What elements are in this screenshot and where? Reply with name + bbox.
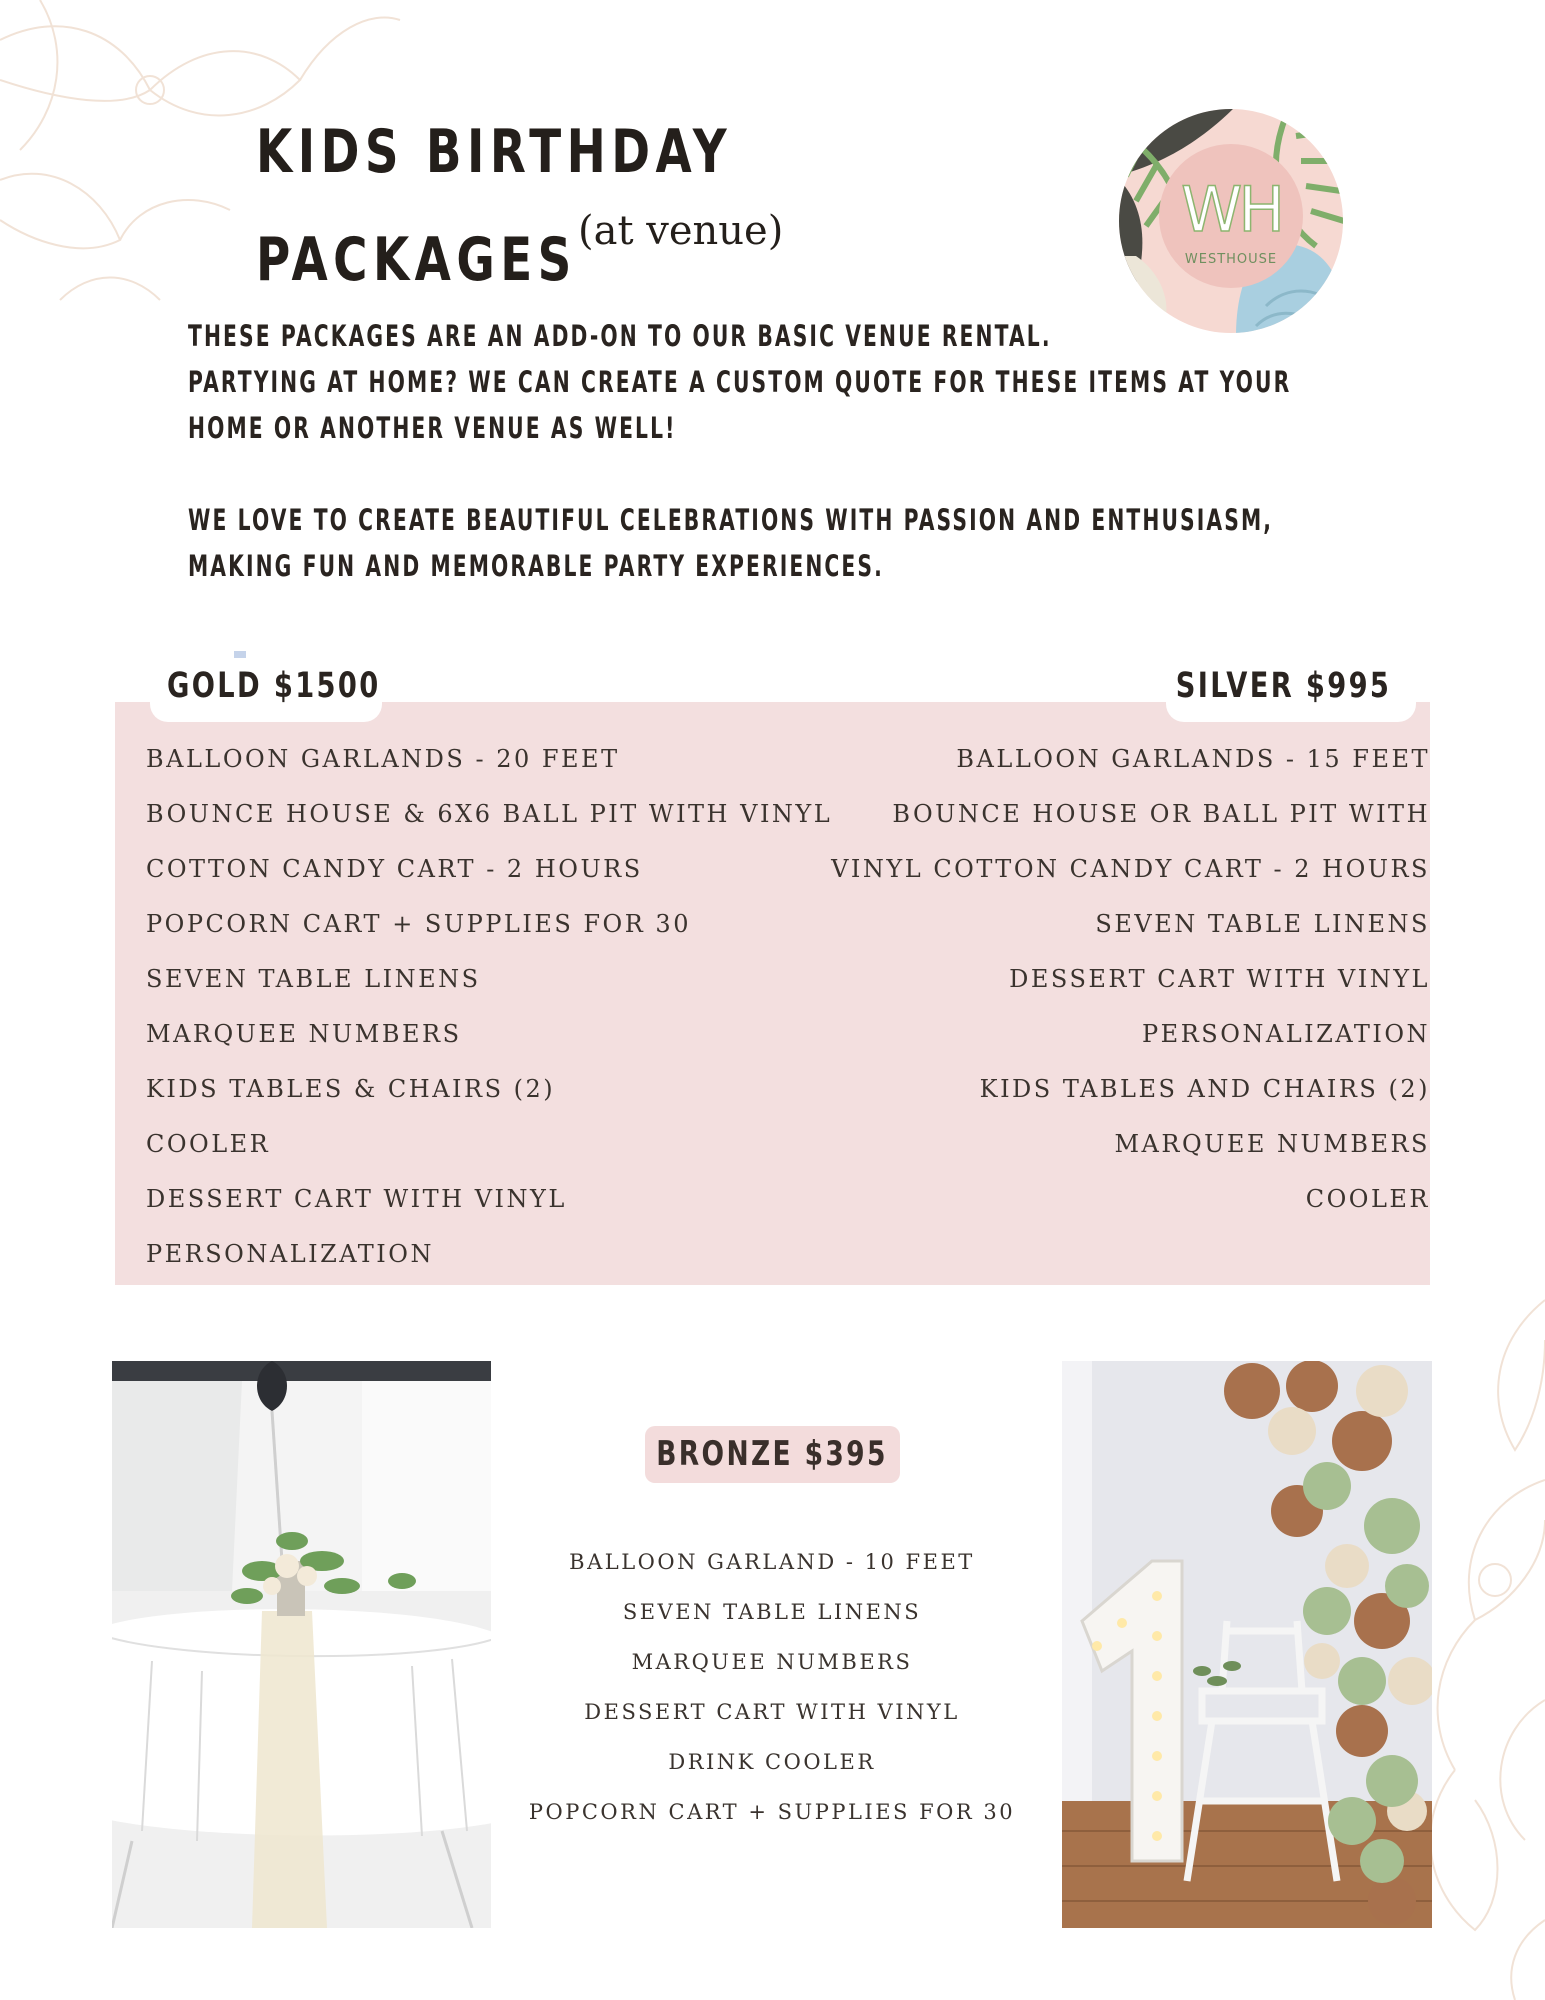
list-item: BOUNCE HOUSE OR BALL PIT WITH bbox=[892, 800, 1430, 828]
list-item: MARQUEE NUMBERS bbox=[631, 1650, 913, 1674]
gold-items-list bbox=[146, 732, 832, 1282]
list-item: MARQUEE NUMBERS bbox=[1114, 1130, 1430, 1158]
intro-line: PARTYING AT HOME? WE CAN CREATE A CUSTOM QUOTE FOR THESE ITEMS AT YOUR bbox=[188, 365, 1292, 399]
logo-wordmark: WESTHOUSE bbox=[1184, 252, 1278, 267]
list-item: POPCORN CART + SUPPLIES FOR 30 bbox=[528, 1800, 1016, 1824]
list-item: COOLER bbox=[146, 1130, 271, 1158]
list-item: DESSERT CART WITH VINYL bbox=[146, 1185, 567, 1213]
table-setting-photo bbox=[112, 1361, 491, 1928]
list-item: COOLER bbox=[1305, 1185, 1430, 1213]
marquee-balloon-photo bbox=[1062, 1361, 1432, 1928]
list-item: BALLOON GARLANDS - 20 FEET bbox=[146, 745, 620, 773]
list-item: MARQUEE NUMBERS bbox=[146, 1020, 462, 1048]
bronze-items-list bbox=[472, 1537, 1072, 1837]
list-item: BALLOON GARLANDS - 15 FEET bbox=[956, 745, 1430, 773]
intro-text bbox=[188, 313, 1292, 589]
list-item: PERSONALIZATION bbox=[1142, 1020, 1430, 1048]
list-item: PERSONALIZATION bbox=[146, 1240, 434, 1268]
list-item: BALLOON GARLAND - 10 FEET bbox=[569, 1550, 975, 1574]
silver-package-title: SILVER $995 bbox=[1175, 666, 1391, 706]
gold-package-title: GOLD $1500 bbox=[167, 666, 381, 706]
intro-line: MAKING FUN AND MEMORABLE PARTY EXPERIENCES. bbox=[188, 549, 884, 583]
list-item: SEVEN TABLE LINENS bbox=[622, 1600, 922, 1624]
westhouse-logo bbox=[1116, 106, 1346, 336]
intro-line: THESE PACKAGES ARE AN ADD-ON TO OUR BASIC VENUE RENTAL. bbox=[188, 319, 1052, 353]
list-item: DESSERT CART WITH VINYL bbox=[584, 1700, 960, 1724]
list-item: DESSERT CART WITH VINYL bbox=[1009, 965, 1430, 993]
list-item: POPCORN CART + SUPPLIES FOR 30 bbox=[146, 910, 691, 938]
intro-line: HOME OR ANOTHER VENUE AS WELL! bbox=[188, 411, 677, 445]
list-item: COTTON CANDY CART - 2 HOURS bbox=[146, 855, 643, 883]
bronze-package-title: BRONZE $395 bbox=[656, 1434, 888, 1474]
page-title bbox=[256, 98, 732, 314]
list-item: VINYL COTTON CANDY CART - 2 HOURS bbox=[831, 855, 1430, 883]
list-item: BOUNCE HOUSE & 6X6 BALL PIT WITH VINYL bbox=[146, 800, 833, 828]
title-line-1: KIDS BIRTHDAY bbox=[256, 117, 733, 187]
list-item: KIDS TABLES AND CHAIRS (2) bbox=[979, 1075, 1430, 1103]
silver-items-list bbox=[831, 732, 1430, 1227]
logo-monogram: WH bbox=[1181, 173, 1281, 246]
list-item: SEVEN TABLE LINENS bbox=[1095, 910, 1430, 938]
list-item: DRINK COOLER bbox=[668, 1750, 876, 1774]
intro-line: WE LOVE TO CREATE BEAUTIFUL CELEBRATIONS WITH PASSION AND ENTHUSIASM, bbox=[188, 503, 1274, 537]
list-item: KIDS TABLES & CHAIRS (2) bbox=[146, 1075, 556, 1103]
title-subtitle: (at venue) bbox=[578, 208, 784, 254]
list-item: SEVEN TABLE LINENS bbox=[146, 965, 481, 993]
title-line-2: PACKAGES bbox=[256, 225, 577, 295]
